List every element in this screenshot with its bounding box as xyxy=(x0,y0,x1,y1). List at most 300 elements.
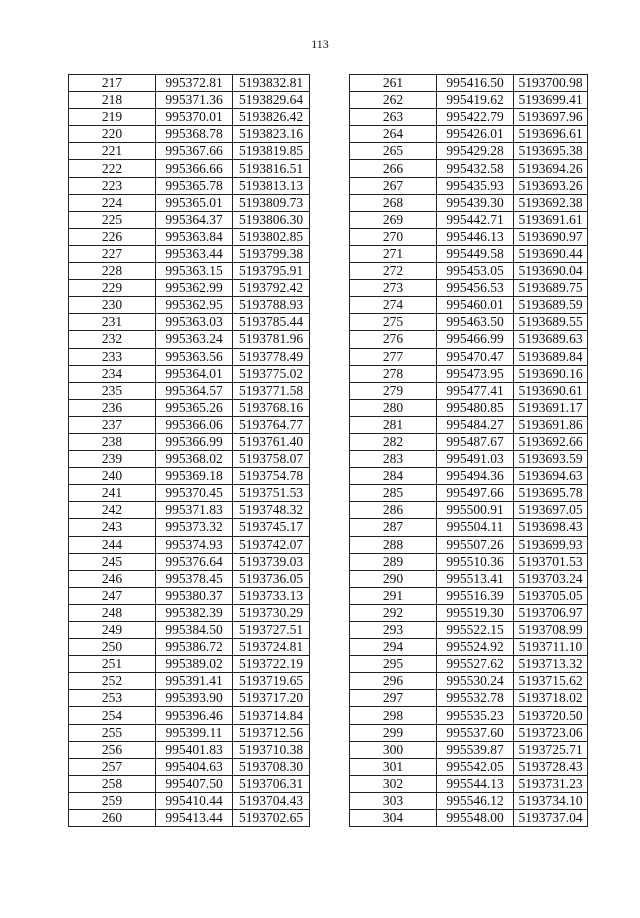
table-row xyxy=(69,92,310,109)
table-row xyxy=(350,382,588,399)
point-number-cell: 268 xyxy=(350,194,437,211)
point-number-cell: 261 xyxy=(350,75,437,92)
table-row xyxy=(350,280,588,297)
coordinates-table-left xyxy=(68,74,310,827)
table-row xyxy=(69,228,310,245)
x-coordinate-cell: 995370.01 xyxy=(156,109,233,126)
y-coordinate-cell: 5193700.98 xyxy=(514,75,588,92)
x-coordinate-cell: 995391.41 xyxy=(156,673,233,690)
point-number-cell: 226 xyxy=(69,228,156,245)
x-coordinate-cell: 995535.23 xyxy=(437,707,514,724)
y-coordinate-cell: 5193689.84 xyxy=(514,348,588,365)
point-number-cell: 262 xyxy=(350,92,437,109)
point-number-cell: 219 xyxy=(69,109,156,126)
x-coordinate-cell: 995365.01 xyxy=(156,194,233,211)
table-row xyxy=(69,314,310,331)
x-coordinate-cell: 995362.95 xyxy=(156,297,233,314)
point-number-cell: 281 xyxy=(350,416,437,433)
point-number-cell: 298 xyxy=(350,707,437,724)
table-row xyxy=(69,109,310,126)
point-number-cell: 272 xyxy=(350,263,437,280)
y-coordinate-cell: 5193781.96 xyxy=(233,331,310,348)
table-row xyxy=(350,639,588,656)
y-coordinate-cell: 5193694.63 xyxy=(514,468,588,485)
point-number-cell: 250 xyxy=(69,639,156,656)
x-coordinate-cell: 995374.93 xyxy=(156,536,233,553)
x-coordinate-cell: 995407.50 xyxy=(156,775,233,792)
point-number-cell: 249 xyxy=(69,622,156,639)
y-coordinate-cell: 5193722.19 xyxy=(233,656,310,673)
x-coordinate-cell: 995507.26 xyxy=(437,536,514,553)
table-row xyxy=(69,656,310,673)
y-coordinate-cell: 5193718.02 xyxy=(514,690,588,707)
y-coordinate-cell: 5193826.42 xyxy=(233,109,310,126)
x-coordinate-cell: 995510.36 xyxy=(437,553,514,570)
table-row xyxy=(350,810,588,827)
y-coordinate-cell: 5193699.93 xyxy=(514,536,588,553)
point-number-cell: 260 xyxy=(69,810,156,827)
y-coordinate-cell: 5193706.31 xyxy=(233,775,310,792)
y-coordinate-cell: 5193717.20 xyxy=(233,690,310,707)
y-coordinate-cell: 5193734.10 xyxy=(514,792,588,809)
x-coordinate-cell: 995480.85 xyxy=(437,399,514,416)
x-coordinate-cell: 995362.99 xyxy=(156,280,233,297)
x-coordinate-cell: 995371.83 xyxy=(156,502,233,519)
table-row xyxy=(350,433,588,450)
point-number-cell: 218 xyxy=(69,92,156,109)
point-number-cell: 282 xyxy=(350,433,437,450)
y-coordinate-cell: 5193710.38 xyxy=(233,741,310,758)
y-coordinate-cell: 5193742.07 xyxy=(233,536,310,553)
table-row xyxy=(350,126,588,143)
x-coordinate-cell: 995456.53 xyxy=(437,280,514,297)
table-row xyxy=(350,348,588,365)
table-row xyxy=(69,707,310,724)
page-number: 113 xyxy=(311,37,329,51)
x-coordinate-cell: 995366.66 xyxy=(156,160,233,177)
x-coordinate-cell: 995368.02 xyxy=(156,451,233,468)
y-coordinate-cell: 5193748.32 xyxy=(233,502,310,519)
x-coordinate-cell: 995399.11 xyxy=(156,724,233,741)
point-number-cell: 241 xyxy=(69,485,156,502)
x-coordinate-cell: 995500.91 xyxy=(437,502,514,519)
y-coordinate-cell: 5193690.44 xyxy=(514,245,588,262)
x-coordinate-cell: 995382.39 xyxy=(156,604,233,621)
table-row xyxy=(69,433,310,450)
x-coordinate-cell: 995432.58 xyxy=(437,160,514,177)
x-coordinate-cell: 995463.50 xyxy=(437,314,514,331)
x-coordinate-cell: 995473.95 xyxy=(437,365,514,382)
x-coordinate-cell: 995410.44 xyxy=(156,792,233,809)
point-number-cell: 229 xyxy=(69,280,156,297)
y-coordinate-cell: 5193711.10 xyxy=(514,639,588,656)
x-coordinate-cell: 995416.50 xyxy=(437,75,514,92)
table-row xyxy=(69,399,310,416)
table-row xyxy=(69,673,310,690)
table-row xyxy=(350,587,588,604)
table-row xyxy=(350,468,588,485)
x-coordinate-cell: 995364.57 xyxy=(156,382,233,399)
table-row xyxy=(69,177,310,194)
table-row xyxy=(69,194,310,211)
y-coordinate-cell: 5193730.29 xyxy=(233,604,310,621)
point-number-cell: 266 xyxy=(350,160,437,177)
table-row xyxy=(69,553,310,570)
table-row xyxy=(350,314,588,331)
table-row xyxy=(350,724,588,741)
point-number-cell: 238 xyxy=(69,433,156,450)
point-number-cell: 247 xyxy=(69,587,156,604)
x-coordinate-cell: 995363.56 xyxy=(156,348,233,365)
table-row xyxy=(69,519,310,536)
table-row xyxy=(69,451,310,468)
y-coordinate-cell: 5193728.43 xyxy=(514,758,588,775)
y-coordinate-cell: 5193706.97 xyxy=(514,604,588,621)
point-number-cell: 221 xyxy=(69,143,156,160)
table-row xyxy=(350,690,588,707)
x-coordinate-cell: 995439.30 xyxy=(437,194,514,211)
x-coordinate-cell: 995368.78 xyxy=(156,126,233,143)
x-coordinate-cell: 995435.93 xyxy=(437,177,514,194)
point-number-cell: 285 xyxy=(350,485,437,502)
y-coordinate-cell: 5193719.65 xyxy=(233,673,310,690)
x-coordinate-cell: 995516.39 xyxy=(437,587,514,604)
x-coordinate-cell: 995487.67 xyxy=(437,433,514,450)
point-number-cell: 276 xyxy=(350,331,437,348)
table-row xyxy=(69,348,310,365)
x-coordinate-cell: 995497.66 xyxy=(437,485,514,502)
point-number-cell: 292 xyxy=(350,604,437,621)
y-coordinate-cell: 5193778.49 xyxy=(233,348,310,365)
table-row xyxy=(350,75,588,92)
table-row xyxy=(69,211,310,228)
table-row xyxy=(350,109,588,126)
x-coordinate-cell: 995491.03 xyxy=(437,451,514,468)
point-number-cell: 256 xyxy=(69,741,156,758)
x-coordinate-cell: 995422.79 xyxy=(437,109,514,126)
table-row xyxy=(350,775,588,792)
point-number-cell: 248 xyxy=(69,604,156,621)
point-number-cell: 232 xyxy=(69,331,156,348)
point-number-cell: 233 xyxy=(69,348,156,365)
x-coordinate-cell: 995413.44 xyxy=(156,810,233,827)
y-coordinate-cell: 5193694.26 xyxy=(514,160,588,177)
x-coordinate-cell: 995366.99 xyxy=(156,433,233,450)
table-row xyxy=(350,707,588,724)
y-coordinate-cell: 5193693.26 xyxy=(514,177,588,194)
point-number-cell: 297 xyxy=(350,690,437,707)
y-coordinate-cell: 5193737.04 xyxy=(514,810,588,827)
y-coordinate-cell: 5193692.38 xyxy=(514,194,588,211)
y-coordinate-cell: 5193739.03 xyxy=(233,553,310,570)
table-row xyxy=(350,519,588,536)
point-number-cell: 300 xyxy=(350,741,437,758)
y-coordinate-cell: 5193813.13 xyxy=(233,177,310,194)
y-coordinate-cell: 5193724.81 xyxy=(233,639,310,656)
point-number-cell: 245 xyxy=(69,553,156,570)
x-coordinate-cell: 995376.64 xyxy=(156,553,233,570)
table-row xyxy=(69,570,310,587)
x-coordinate-cell: 995537.60 xyxy=(437,724,514,741)
table-row xyxy=(69,263,310,280)
point-number-cell: 264 xyxy=(350,126,437,143)
y-coordinate-cell: 5193733.13 xyxy=(233,587,310,604)
table-row xyxy=(350,194,588,211)
point-number-cell: 288 xyxy=(350,536,437,553)
y-coordinate-cell: 5193697.96 xyxy=(514,109,588,126)
y-coordinate-cell: 5193829.64 xyxy=(233,92,310,109)
x-coordinate-cell: 995477.41 xyxy=(437,382,514,399)
x-coordinate-cell: 995386.72 xyxy=(156,639,233,656)
table-row xyxy=(69,331,310,348)
point-number-cell: 227 xyxy=(69,245,156,262)
point-number-cell: 290 xyxy=(350,570,437,587)
table-row xyxy=(350,741,588,758)
point-number-cell: 223 xyxy=(69,177,156,194)
y-coordinate-cell: 5193809.73 xyxy=(233,194,310,211)
y-coordinate-cell: 5193751.53 xyxy=(233,485,310,502)
point-number-cell: 243 xyxy=(69,519,156,536)
point-number-cell: 303 xyxy=(350,792,437,809)
table-row xyxy=(350,177,588,194)
table-row xyxy=(69,485,310,502)
x-coordinate-cell: 995542.05 xyxy=(437,758,514,775)
point-number-cell: 289 xyxy=(350,553,437,570)
y-coordinate-cell: 5193714.84 xyxy=(233,707,310,724)
x-coordinate-cell: 995484.27 xyxy=(437,416,514,433)
x-coordinate-cell: 995366.06 xyxy=(156,416,233,433)
point-number-cell: 231 xyxy=(69,314,156,331)
y-coordinate-cell: 5193775.02 xyxy=(233,365,310,382)
y-coordinate-cell: 5193799.38 xyxy=(233,245,310,262)
x-coordinate-cell: 995519.30 xyxy=(437,604,514,621)
y-coordinate-cell: 5193697.05 xyxy=(514,502,588,519)
x-coordinate-cell: 995367.66 xyxy=(156,143,233,160)
table-row xyxy=(69,724,310,741)
table-row xyxy=(350,331,588,348)
table-row xyxy=(69,297,310,314)
y-coordinate-cell: 5193702.65 xyxy=(233,810,310,827)
point-number-cell: 279 xyxy=(350,382,437,399)
y-coordinate-cell: 5193691.17 xyxy=(514,399,588,416)
x-coordinate-cell: 995371.36 xyxy=(156,92,233,109)
point-number-cell: 239 xyxy=(69,451,156,468)
y-coordinate-cell: 5193736.05 xyxy=(233,570,310,587)
x-coordinate-cell: 995522.15 xyxy=(437,622,514,639)
x-coordinate-cell: 995363.24 xyxy=(156,331,233,348)
y-coordinate-cell: 5193703.24 xyxy=(514,570,588,587)
point-number-cell: 270 xyxy=(350,228,437,245)
x-coordinate-cell: 995369.18 xyxy=(156,468,233,485)
y-coordinate-cell: 5193689.63 xyxy=(514,331,588,348)
x-coordinate-cell: 995546.12 xyxy=(437,792,514,809)
table-row xyxy=(350,553,588,570)
table-row xyxy=(69,775,310,792)
point-number-cell: 225 xyxy=(69,211,156,228)
table-row xyxy=(350,228,588,245)
table-row xyxy=(69,468,310,485)
y-coordinate-cell: 5193695.38 xyxy=(514,143,588,160)
point-number-cell: 253 xyxy=(69,690,156,707)
table-row xyxy=(350,416,588,433)
y-coordinate-cell: 5193806.30 xyxy=(233,211,310,228)
y-coordinate-cell: 5193708.30 xyxy=(233,758,310,775)
x-coordinate-cell: 995460.01 xyxy=(437,297,514,314)
y-coordinate-cell: 5193832.81 xyxy=(233,75,310,92)
x-coordinate-cell: 995442.71 xyxy=(437,211,514,228)
y-coordinate-cell: 5193696.61 xyxy=(514,126,588,143)
point-number-cell: 217 xyxy=(69,75,156,92)
table-row xyxy=(350,92,588,109)
point-number-cell: 301 xyxy=(350,758,437,775)
table-row xyxy=(350,604,588,621)
table-row xyxy=(69,536,310,553)
point-number-cell: 267 xyxy=(350,177,437,194)
table-row xyxy=(350,451,588,468)
table-row xyxy=(69,280,310,297)
point-number-cell: 278 xyxy=(350,365,437,382)
point-number-cell: 286 xyxy=(350,502,437,519)
x-coordinate-cell: 995548.00 xyxy=(437,810,514,827)
point-number-cell: 220 xyxy=(69,126,156,143)
y-coordinate-cell: 5193708.99 xyxy=(514,622,588,639)
y-coordinate-cell: 5193690.16 xyxy=(514,365,588,382)
y-coordinate-cell: 5193699.41 xyxy=(514,92,588,109)
y-coordinate-cell: 5193695.78 xyxy=(514,485,588,502)
point-number-cell: 274 xyxy=(350,297,437,314)
table-row xyxy=(69,741,310,758)
y-coordinate-cell: 5193758.07 xyxy=(233,451,310,468)
y-coordinate-cell: 5193692.66 xyxy=(514,433,588,450)
point-number-cell: 235 xyxy=(69,382,156,399)
table-row xyxy=(350,263,588,280)
y-coordinate-cell: 5193704.43 xyxy=(233,792,310,809)
y-coordinate-cell: 5193788.93 xyxy=(233,297,310,314)
y-coordinate-cell: 5193754.78 xyxy=(233,468,310,485)
y-coordinate-cell: 5193690.97 xyxy=(514,228,588,245)
x-coordinate-cell: 995396.46 xyxy=(156,707,233,724)
table-row xyxy=(350,570,588,587)
point-number-cell: 257 xyxy=(69,758,156,775)
table-row xyxy=(69,75,310,92)
point-number-cell: 242 xyxy=(69,502,156,519)
table-row xyxy=(69,502,310,519)
coordinates-table-right xyxy=(349,74,588,827)
y-coordinate-cell: 5193802.85 xyxy=(233,228,310,245)
table-row xyxy=(350,365,588,382)
y-coordinate-cell: 5193689.75 xyxy=(514,280,588,297)
point-number-cell: 283 xyxy=(350,451,437,468)
table-row xyxy=(350,245,588,262)
x-coordinate-cell: 995494.36 xyxy=(437,468,514,485)
x-coordinate-cell: 995426.01 xyxy=(437,126,514,143)
point-number-cell: 258 xyxy=(69,775,156,792)
y-coordinate-cell: 5193690.61 xyxy=(514,382,588,399)
x-coordinate-cell: 995404.63 xyxy=(156,758,233,775)
x-coordinate-cell: 995527.62 xyxy=(437,656,514,673)
point-number-cell: 251 xyxy=(69,656,156,673)
y-coordinate-cell: 5193720.50 xyxy=(514,707,588,724)
table-row xyxy=(69,245,310,262)
y-coordinate-cell: 5193723.06 xyxy=(514,724,588,741)
table-row xyxy=(350,656,588,673)
x-coordinate-cell: 995544.13 xyxy=(437,775,514,792)
x-coordinate-cell: 995446.13 xyxy=(437,228,514,245)
y-coordinate-cell: 5193785.44 xyxy=(233,314,310,331)
point-number-cell: 224 xyxy=(69,194,156,211)
y-coordinate-cell: 5193690.04 xyxy=(514,263,588,280)
y-coordinate-cell: 5193819.85 xyxy=(233,143,310,160)
table-row xyxy=(69,365,310,382)
point-number-cell: 237 xyxy=(69,416,156,433)
point-number-cell: 246 xyxy=(69,570,156,587)
x-coordinate-cell: 995524.92 xyxy=(437,639,514,656)
table-row xyxy=(69,622,310,639)
table-row xyxy=(350,211,588,228)
y-coordinate-cell: 5193701.53 xyxy=(514,553,588,570)
point-number-cell: 271 xyxy=(350,245,437,262)
x-coordinate-cell: 995363.84 xyxy=(156,228,233,245)
point-number-cell: 304 xyxy=(350,810,437,827)
x-coordinate-cell: 995401.83 xyxy=(156,741,233,758)
point-number-cell: 244 xyxy=(69,536,156,553)
x-coordinate-cell: 995372.81 xyxy=(156,75,233,92)
table-row xyxy=(69,604,310,621)
table-row xyxy=(350,502,588,519)
point-number-cell: 275 xyxy=(350,314,437,331)
x-coordinate-cell: 995370.45 xyxy=(156,485,233,502)
x-coordinate-cell: 995513.41 xyxy=(437,570,514,587)
table-row xyxy=(350,622,588,639)
point-number-cell: 302 xyxy=(350,775,437,792)
table-row xyxy=(350,536,588,553)
point-number-cell: 295 xyxy=(350,656,437,673)
y-coordinate-cell: 5193698.43 xyxy=(514,519,588,536)
point-number-cell: 230 xyxy=(69,297,156,314)
x-coordinate-cell: 995364.01 xyxy=(156,365,233,382)
point-number-cell: 228 xyxy=(69,263,156,280)
point-number-cell: 280 xyxy=(350,399,437,416)
point-number-cell: 293 xyxy=(350,622,437,639)
table-row xyxy=(69,160,310,177)
point-number-cell: 222 xyxy=(69,160,156,177)
y-coordinate-cell: 5193693.59 xyxy=(514,451,588,468)
x-coordinate-cell: 995466.99 xyxy=(437,331,514,348)
table-row xyxy=(69,690,310,707)
y-coordinate-cell: 5193689.59 xyxy=(514,297,588,314)
y-coordinate-cell: 5193764.77 xyxy=(233,416,310,433)
x-coordinate-cell: 995470.47 xyxy=(437,348,514,365)
point-number-cell: 294 xyxy=(350,639,437,656)
y-coordinate-cell: 5193768.16 xyxy=(233,399,310,416)
y-coordinate-cell: 5193725.71 xyxy=(514,741,588,758)
y-coordinate-cell: 5193691.61 xyxy=(514,211,588,228)
table-row xyxy=(350,160,588,177)
point-number-cell: 277 xyxy=(350,348,437,365)
x-coordinate-cell: 995449.58 xyxy=(437,245,514,262)
x-coordinate-cell: 995373.32 xyxy=(156,519,233,536)
point-number-cell: 240 xyxy=(69,468,156,485)
y-coordinate-cell: 5193712.56 xyxy=(233,724,310,741)
x-coordinate-cell: 995363.44 xyxy=(156,245,233,262)
table-row xyxy=(350,143,588,160)
x-coordinate-cell: 995363.15 xyxy=(156,263,233,280)
table-row xyxy=(350,399,588,416)
y-coordinate-cell: 5193727.51 xyxy=(233,622,310,639)
table-row xyxy=(69,587,310,604)
point-number-cell: 265 xyxy=(350,143,437,160)
x-coordinate-cell: 995419.62 xyxy=(437,92,514,109)
